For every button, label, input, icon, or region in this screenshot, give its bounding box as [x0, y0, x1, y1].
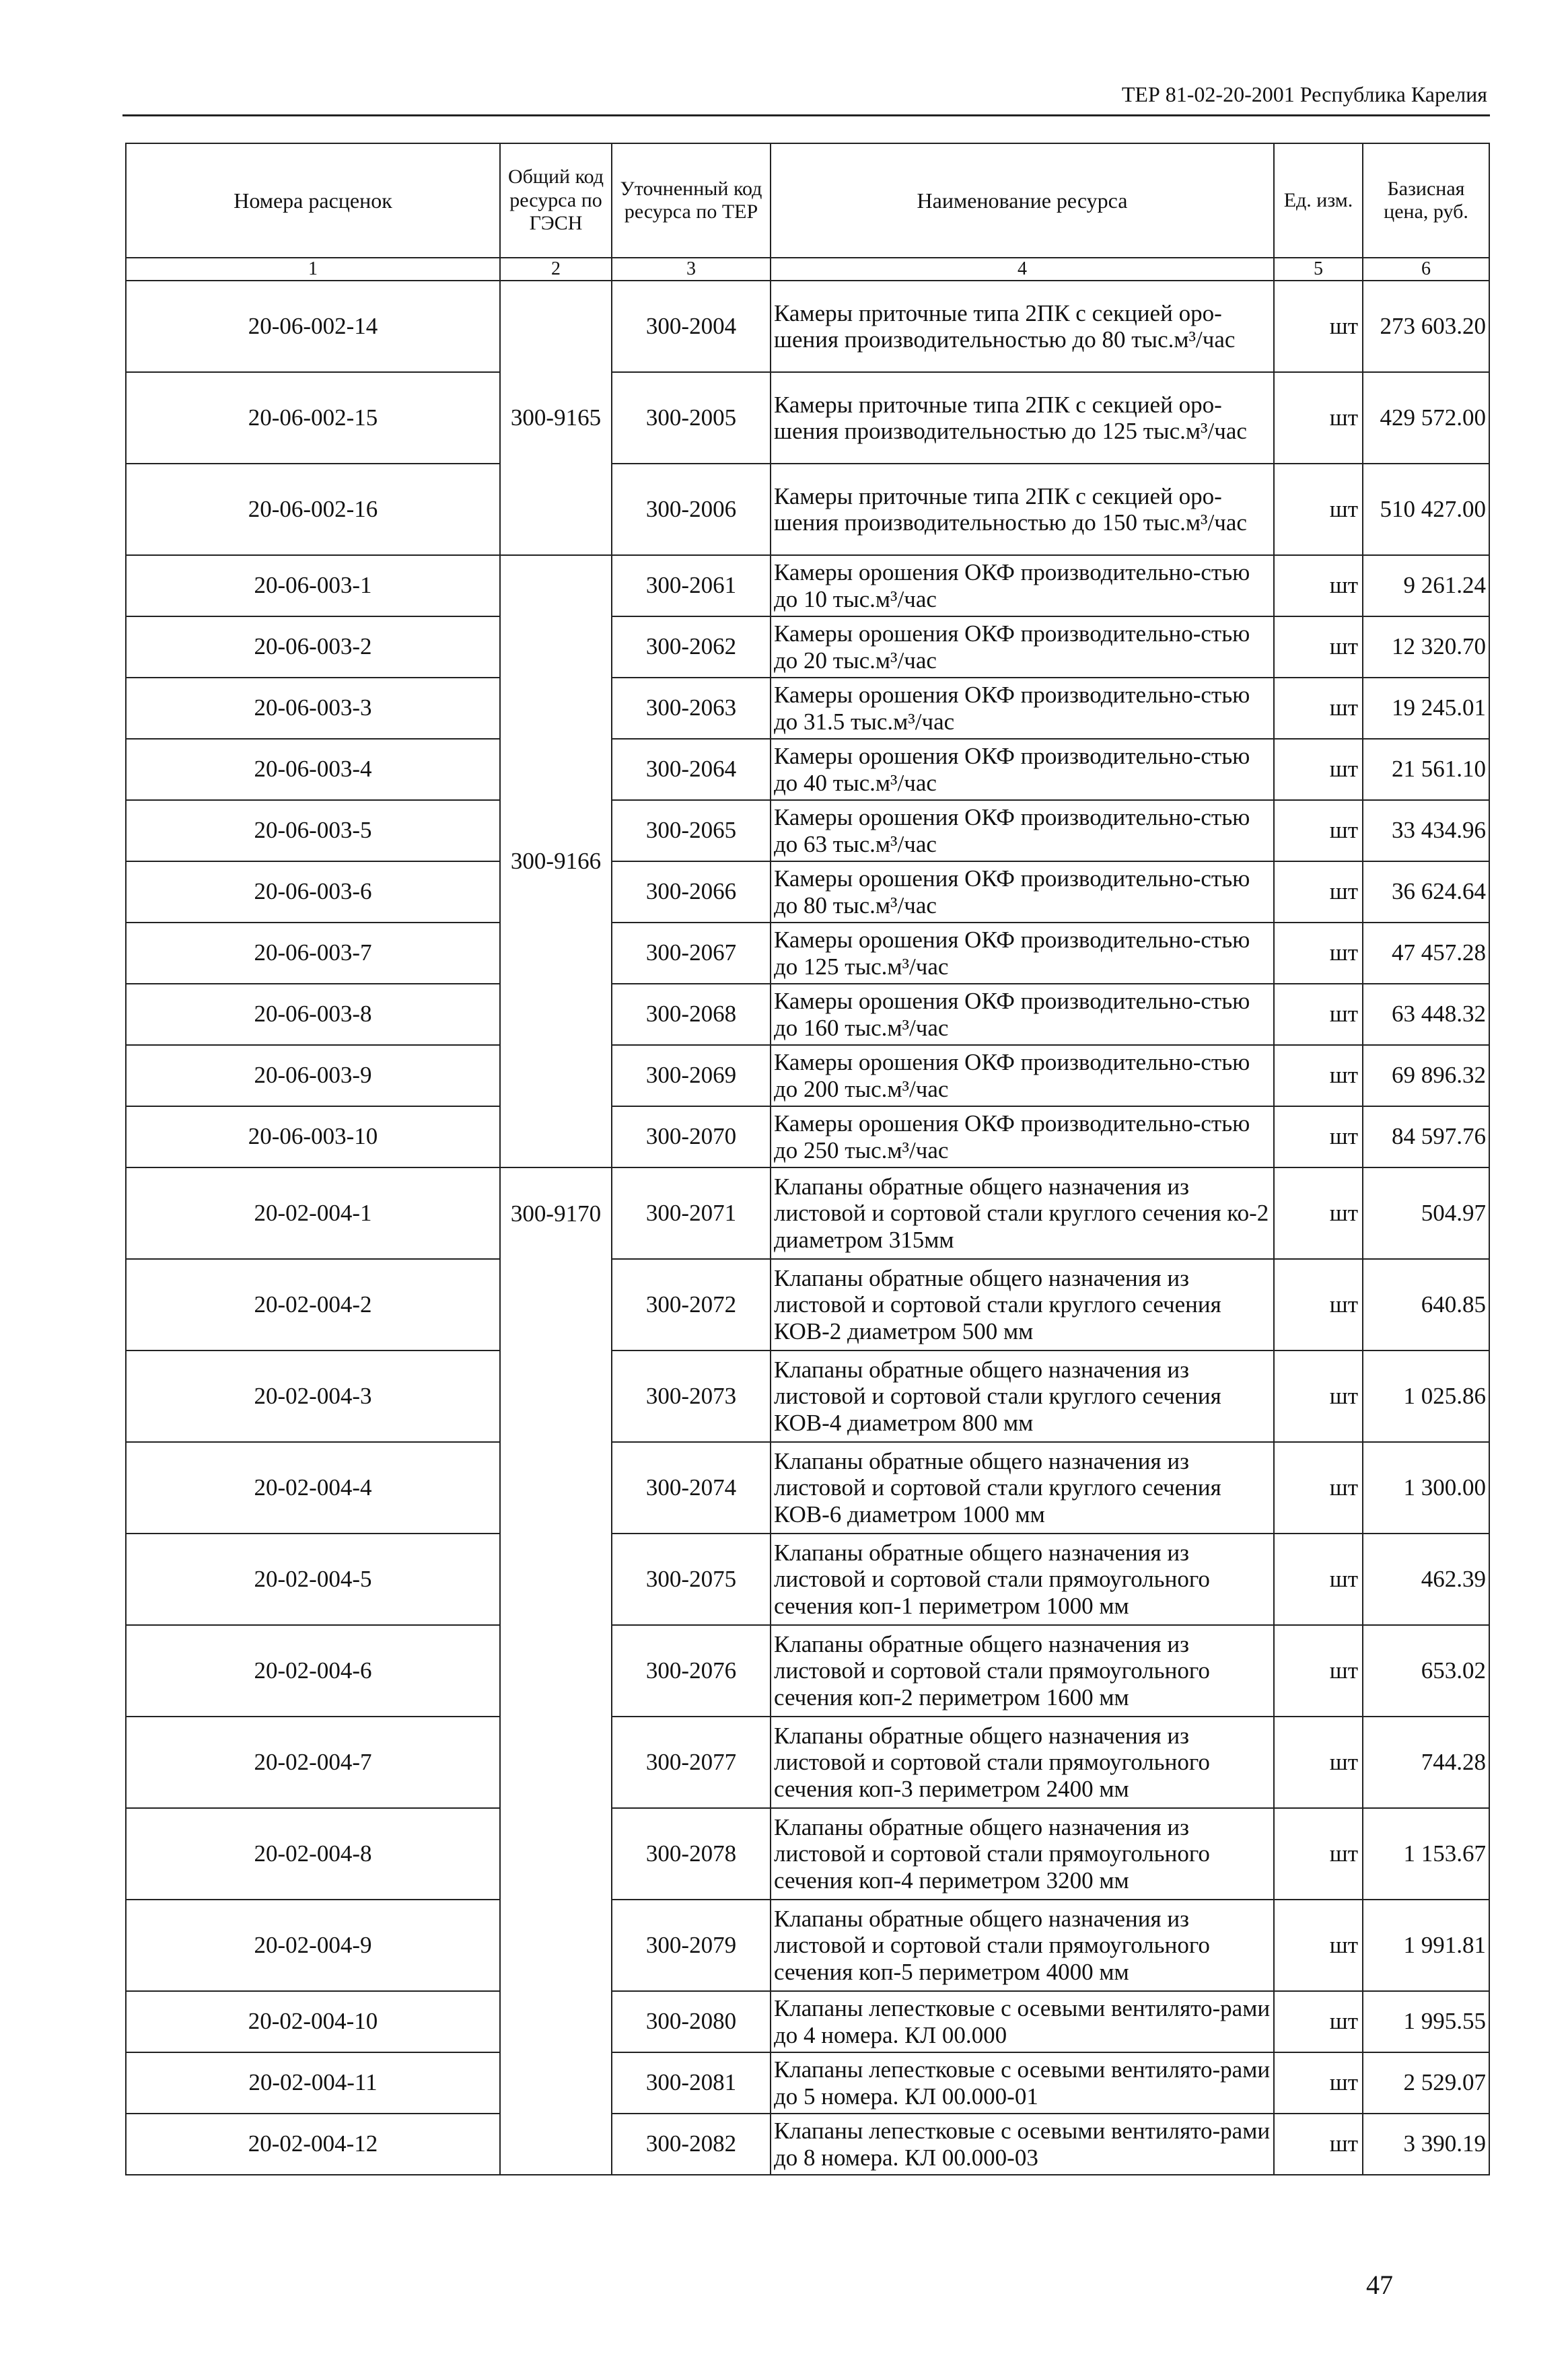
table-row: [126, 1717, 1489, 1808]
base-price: 63 448.32: [1363, 984, 1489, 1045]
ter-code: 300-2076: [612, 1625, 771, 1717]
base-price: 33 434.96: [1363, 800, 1489, 861]
base-price: 1 025.86: [1363, 1351, 1489, 1442]
column-number: 3: [612, 258, 771, 281]
resource-name: Камеры орошения ОКФ производительно-стью до 125 тыс.м³/час: [771, 923, 1274, 984]
resource-name: Камеры орошения ОКФ производительно-стью до 20 тыс.м³/час: [771, 616, 1274, 678]
base-price: 84 597.76: [1363, 1106, 1489, 1167]
unit: шт: [1274, 1045, 1363, 1106]
table-row: [126, 2114, 1489, 2175]
column-number-row: [126, 258, 1489, 281]
unit: шт: [1274, 739, 1363, 800]
resource-name: Камеры орошения ОКФ производительно-стью до 160 тыс.м³/час: [771, 984, 1274, 1045]
ter-code: 300-2079: [612, 1900, 771, 1991]
unit: шт: [1274, 984, 1363, 1045]
table-row: [126, 923, 1489, 984]
base-price: 744.28: [1363, 1717, 1489, 1808]
header-resource-name: Наименование ресурса: [771, 143, 1274, 258]
ter-code: 300-2062: [612, 616, 771, 678]
resource-name: Камеры орошения ОКФ производительно-стью до 63 тыс.м³/час: [771, 800, 1274, 861]
gesn-group-code: 300-9165: [500, 281, 612, 555]
table-row: [126, 1259, 1489, 1351]
rate-number: 20-06-003-5: [126, 800, 500, 861]
column-number: 6: [1363, 258, 1489, 281]
unit: шт: [1274, 372, 1363, 464]
rate-number: 20-06-002-14: [126, 281, 500, 372]
base-price: 12 320.70: [1363, 616, 1489, 678]
unit: шт: [1274, 1534, 1363, 1625]
table-row: [126, 1351, 1489, 1442]
rate-number: 20-06-003-4: [126, 739, 500, 800]
unit: шт: [1274, 1167, 1363, 1259]
ter-code: 300-2078: [612, 1808, 771, 1900]
unit: шт: [1274, 1900, 1363, 1991]
rate-number: 20-06-003-1: [126, 555, 500, 616]
resource-name: Клапаны обратные общего назначения из листовой и сортовой стали прямоугольного сечения коп-3 периметром 2400 мм: [771, 1717, 1274, 1808]
page-number: 47: [1366, 2270, 1393, 2300]
ter-code: 300-2069: [612, 1045, 771, 1106]
resource-name: Камеры приточные типа 2ПК с секцией оро-шения производительностью до 150 тыс.м³/час: [771, 464, 1274, 555]
table-row: [126, 1045, 1489, 1106]
rate-number: 20-02-004-1: [126, 1167, 500, 1259]
table-row: [126, 1991, 1489, 2052]
ter-code: 300-2068: [612, 984, 771, 1045]
ter-code: 300-2066: [612, 861, 771, 923]
rate-number: 20-02-004-2: [126, 1259, 500, 1351]
table-row: [126, 372, 1489, 464]
resource-name: Камеры приточные типа 2ПК с секцией оро-шения производительностью до 80 тыс.м³/час: [771, 281, 1274, 372]
base-price: 1 991.81: [1363, 1900, 1489, 1991]
ter-code: 300-2072: [612, 1259, 771, 1351]
table-row: [126, 800, 1489, 861]
unit: шт: [1274, 2052, 1363, 2114]
table-row: [126, 1808, 1489, 1900]
ter-code: 300-2081: [612, 2052, 771, 2114]
unit: шт: [1274, 1442, 1363, 1534]
ter-code: 300-2070: [612, 1106, 771, 1167]
table-row: [126, 1106, 1489, 1167]
ter-code: 300-2005: [612, 372, 771, 464]
rate-number: 20-02-004-11: [126, 2052, 500, 2114]
unit: шт: [1274, 1106, 1363, 1167]
resource-name: Камеры орошения ОКФ производительно-стью до 31.5 тыс.м³/час: [771, 678, 1274, 739]
resource-name: Клапаны лепестковые с осевыми вентилято-рами до 5 номера. КЛ 00.000-01: [771, 2052, 1274, 2114]
table-row: [126, 984, 1489, 1045]
rate-number: 20-02-004-12: [126, 2114, 500, 2175]
table-row: [126, 861, 1489, 923]
unit: шт: [1274, 1808, 1363, 1900]
rate-number: 20-02-004-8: [126, 1808, 500, 1900]
unit: шт: [1274, 616, 1363, 678]
column-number: 1: [126, 258, 500, 281]
base-price: 653.02: [1363, 1625, 1489, 1717]
base-price: 69 896.32: [1363, 1045, 1489, 1106]
table-row: [126, 2052, 1489, 2114]
base-price: 273 603.20: [1363, 281, 1489, 372]
table-row: [126, 739, 1489, 800]
unit: шт: [1274, 861, 1363, 923]
column-number: 4: [771, 258, 1274, 281]
resource-name: Клапаны обратные общего назначения из листовой и сортовой стали круглого сечения КОВ-4 диаметром 800 мм: [771, 1351, 1274, 1442]
table-row: [126, 616, 1489, 678]
rate-number: 20-06-003-10: [126, 1106, 500, 1167]
ter-code: 300-2077: [612, 1717, 771, 1808]
rate-number: 20-06-003-8: [126, 984, 500, 1045]
ter-code: 300-2063: [612, 678, 771, 739]
page-header-title: ТЕР 81-02-20-2001 Республика Карелия: [1121, 82, 1487, 106]
table-row: [126, 1167, 1489, 1259]
resource-name: Клапаны обратные общего назначения из листовой и сортовой стали прямоугольного сечения коп-5 периметром 4000 мм: [771, 1900, 1274, 1991]
unit: шт: [1274, 555, 1363, 616]
base-price: 504.97: [1363, 1167, 1489, 1259]
resource-name: Камеры орошения ОКФ производительно-стью до 40 тыс.м³/час: [771, 739, 1274, 800]
rate-number: 20-06-002-16: [126, 464, 500, 555]
header-base-price: Базисная цена, руб.: [1363, 143, 1489, 258]
table-row: [126, 1625, 1489, 1717]
resource-name: Клапаны обратные общего назначения из листовой и сортовой стали прямоугольного сечения коп-1 периметром 1000 мм: [771, 1534, 1274, 1625]
ter-code: 300-2073: [612, 1351, 771, 1442]
table-row: [126, 1900, 1489, 1991]
table-row: [126, 678, 1489, 739]
resource-name: Клапаны лепестковые с осевыми вентилято-рами до 4 номера. КЛ 00.000: [771, 1991, 1274, 2052]
resource-name: Камеры приточные типа 2ПК с секцией оро-шения производительностью до 125 тыс.м³/час: [771, 372, 1274, 464]
rate-number: 20-02-004-7: [126, 1717, 500, 1808]
resource-name: Клапаны обратные общего назначения из листовой и сортовой стали прямоугольного сечения коп-2 периметром 1600 мм: [771, 1625, 1274, 1717]
ter-code: 300-2082: [612, 2114, 771, 2175]
unit: шт: [1274, 464, 1363, 555]
base-price: 1 300.00: [1363, 1442, 1489, 1534]
base-price: 1 995.55: [1363, 1991, 1489, 2052]
unit: шт: [1274, 2114, 1363, 2175]
base-price: 640.85: [1363, 1259, 1489, 1351]
rate-number: 20-02-004-4: [126, 1442, 500, 1534]
ter-code: 300-2065: [612, 800, 771, 861]
base-price: 21 561.10: [1363, 739, 1489, 800]
rate-number: 20-02-004-5: [126, 1534, 500, 1625]
resource-name: Клапаны обратные общего назначения из листовой и сортовой стали круглого сечения КОВ-6 диаметром 1000 мм: [771, 1442, 1274, 1534]
rate-number: 20-06-003-3: [126, 678, 500, 739]
rate-number: 20-02-004-3: [126, 1351, 500, 1442]
base-price: 462.39: [1363, 1534, 1489, 1625]
ter-code: 300-2064: [612, 739, 771, 800]
column-number: 2: [500, 258, 612, 281]
table-row: [126, 281, 1489, 372]
table-row: [126, 464, 1489, 555]
ter-code: 300-2080: [612, 1991, 771, 2052]
unit: шт: [1274, 1259, 1363, 1351]
resource-name: Клапаны обратные общего назначения из листовой и сортовой стали круглого сечения ко-2 диаметром 315мм: [771, 1167, 1274, 1259]
base-price: 1 153.67: [1363, 1808, 1489, 1900]
rate-number: 20-06-002-15: [126, 372, 500, 464]
base-price: 47 457.28: [1363, 923, 1489, 984]
header-unit: Ед. изм.: [1274, 143, 1363, 258]
unit: шт: [1274, 678, 1363, 739]
unit: шт: [1274, 1351, 1363, 1442]
base-price: 510 427.00: [1363, 464, 1489, 555]
gesn-group-code: 300-9170: [500, 1167, 612, 2175]
resource-price-table: [125, 143, 1490, 2175]
base-price: 19 245.01: [1363, 678, 1489, 739]
resource-name: Клапаны обратные общего назначения из листовой и сортовой стали прямоугольного сечения коп-4 периметром 3200 мм: [771, 1808, 1274, 1900]
table-row: [126, 555, 1489, 616]
header-divider: [122, 114, 1490, 116]
rate-number: 20-02-004-9: [126, 1900, 500, 1991]
header-ter-code: Уточненный код ресурса по ТЕР: [612, 143, 771, 258]
table-row: [126, 1442, 1489, 1534]
unit: шт: [1274, 1625, 1363, 1717]
resource-name: Камеры орошения ОКФ производительно-стью до 200 тыс.м³/час: [771, 1045, 1274, 1106]
base-price: 9 261.24: [1363, 555, 1489, 616]
rate-number: 20-02-004-6: [126, 1625, 500, 1717]
ter-code: 300-2071: [612, 1167, 771, 1259]
unit: шт: [1274, 800, 1363, 861]
rate-number: 20-06-003-2: [126, 616, 500, 678]
unit: шт: [1274, 281, 1363, 372]
resource-name: Камеры орошения ОКФ производительно-стью до 80 тыс.м³/час: [771, 861, 1274, 923]
resource-name: Клапаны лепестковые с осевыми вентилято-рами до 8 номера. КЛ 00.000-03: [771, 2114, 1274, 2175]
base-price: 429 572.00: [1363, 372, 1489, 464]
rate-number: 20-06-003-7: [126, 923, 500, 984]
ter-code: 300-2074: [612, 1442, 771, 1534]
unit: шт: [1274, 1991, 1363, 2052]
base-price: 36 624.64: [1363, 861, 1489, 923]
resource-name: Клапаны обратные общего назначения из листовой и сортовой стали круглого сечения КОВ-2 диаметром 500 мм: [771, 1259, 1274, 1351]
unit: шт: [1274, 923, 1363, 984]
base-price: 2 529.07: [1363, 2052, 1489, 2114]
ter-code: 300-2006: [612, 464, 771, 555]
resource-name: Камеры орошения ОКФ производительно-стью до 250 тыс.м³/час: [771, 1106, 1274, 1167]
ter-code: 300-2067: [612, 923, 771, 984]
column-number: 5: [1274, 258, 1363, 281]
rate-number: 20-02-004-10: [126, 1991, 500, 2052]
gesn-group-code: 300-9166: [500, 555, 612, 1167]
table-header-row: [126, 143, 1489, 258]
base-price: 3 390.19: [1363, 2114, 1489, 2175]
ter-code: 300-2004: [612, 281, 771, 372]
rate-number: 20-06-003-9: [126, 1045, 500, 1106]
ter-code: 300-2061: [612, 555, 771, 616]
header-gesn-code: Общий код ресурса по ГЭСН: [500, 143, 612, 258]
rate-number: 20-06-003-6: [126, 861, 500, 923]
table-row: [126, 1534, 1489, 1625]
ter-code: 300-2075: [612, 1534, 771, 1625]
unit: шт: [1274, 1717, 1363, 1808]
resource-name: Камеры орошения ОКФ производительно-стью до 10 тыс.м³/час: [771, 555, 1274, 616]
header-rate-number: Номера расценок: [126, 143, 500, 258]
